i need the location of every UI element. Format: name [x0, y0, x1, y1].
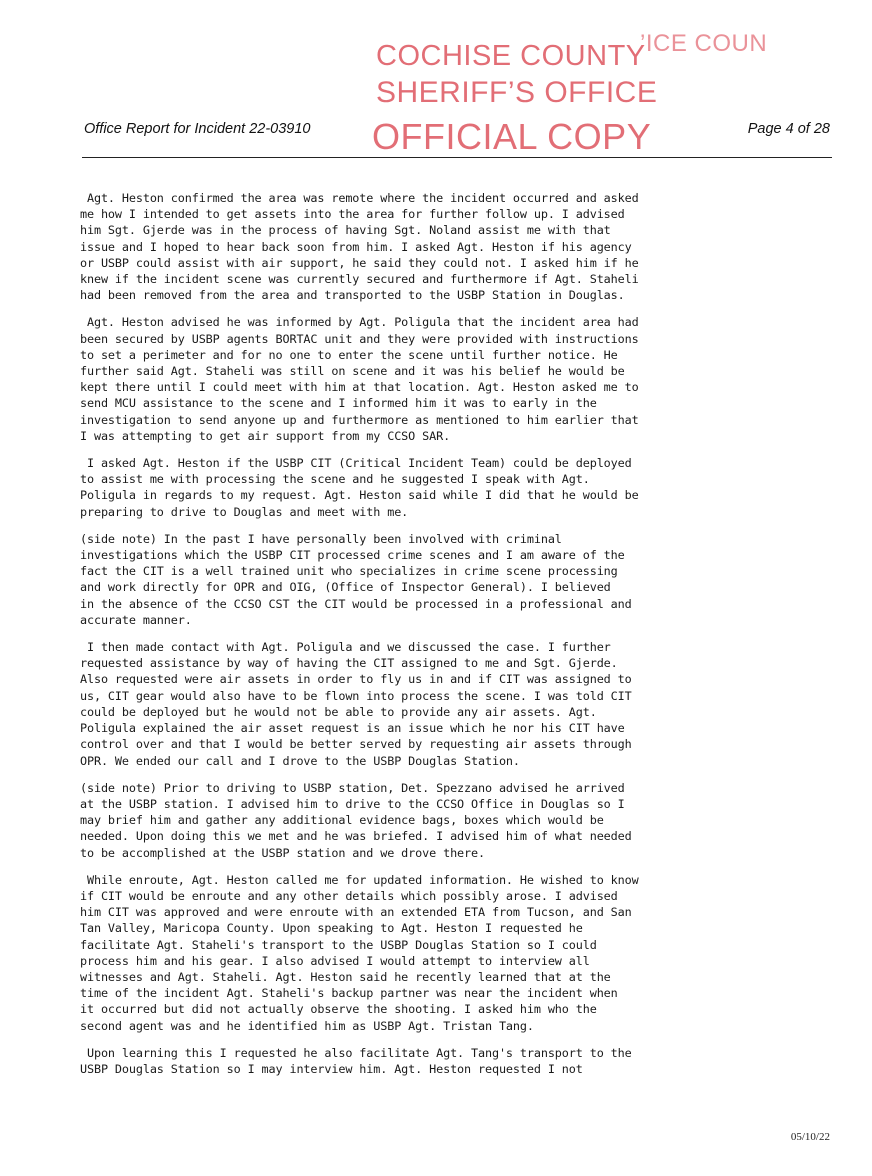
page-number: Page 4 of 28	[747, 121, 830, 137]
report-title: Office Report for Incident 22-03910	[84, 121, 311, 137]
paragraph: I asked Agt. Heston if the USBP CIT (Critical Incident Team) could be deployed to assist me with processing the scene and he suggested I speak with Agt. Poligula in regards to my request. Agt. Heston said while I did that he would be preparing to drive to Douglas and meet with me.	[80, 456, 639, 519]
paragraph: Upon learning this I requested he also facilitate Agt. Tang's transport to the USBP Douglas Station so I may interview him. Agt. Heston requested I not	[80, 1045, 632, 1076]
paragraph: (side note) Prior to driving to USBP station, Det. Spezzano advised he arrived at the USBP station. I advised him to drive to the CCSO Office in Douglas so I may brief him and gather any additional evidence bags, boxes which would be needed. Upon doing this we met and he was briefed. I advised him of what needed to be accomplished at the USBP station and we drove there.	[80, 780, 632, 860]
paragraph: Agt. Heston advised he was informed by Agt. Poligula that the incident area had been secured by USBP agents BORTAC unit and they were provided with instructions to set a perimeter and for no one to enter the scene until further notice. He further said Agt. Staheli was still on scene and it was his belief he would be kept there until I could meet with him at that location. Agt. Heston asked me to send MCU assistance to the scene and I informed him it was to early in the investigation to send anyone up and furthermore as mentioned to him earlier that I was attempting to get air support from my CCSO SAR.	[80, 315, 639, 443]
paragraph: While enroute, Agt. Heston called me for updated information. He wished to know if CIT would be enroute and any other details which possibly arose. I advised him CIT was approved and were enroute with an extended ETA from Tucson, and San Tan Valley, Maricopa County. Upon speaking to Agt. Heston I requested he facilitate Agt. Staheli's transport to the USBP Douglas Station so I could process him and his gear. I also advised I would attempt to interview all witnesses and Agt. Staheli. Agt. Heston said he recently learned that at the time of the incident Agt. Staheli's backup partner was near the incident when it occurred but did not actually observe the shooting. I asked him who the second agent was and he identified him as USBP Agt. Tristan Tang.	[80, 872, 639, 1033]
header-divider	[82, 157, 832, 158]
report-body	[80, 190, 760, 1088]
paragraph: Agt. Heston confirmed the area was remote where the incident occurred and asked me how I intended to get assets into the area for further follow up. I advised him Sgt. Gjerde was in the process of having Sgt. Noland assist me with that issue and I hoped to hear back soon from him. I asked Agt. Heston if his agency or USBP could assist with air support, he said they could not. I asked him if he knew if the incident scene was currently secured and furthermore if Agt. Staheli had been removed from the area and transported to the USBP Station in Douglas.	[80, 191, 639, 303]
stamp-line-official-copy: OFFICIAL COPY	[372, 116, 652, 157]
paragraph: I then made contact with Agt. Poligula and we discussed the case. I further requested assistance by way of having the CIT assigned to me and Sgt. Gjerde. Also requested were air assets in order to fly us in and if CIT was assigned to us, CIT gear would also have to be flown into process the scene. I was told CIT could be deployed but he would not be able to provide any air assets. Agt. Poligula explained the air asset request is an issue which he nor his CIT have control over and that I would be better served by requesting air assets through OPR. We ended our call and I drove to the USBP Douglas Station.	[80, 640, 632, 768]
paragraph: (side note) In the past I have personally been involved with criminal investigations which the USBP CIT processed crime scenes and I am aware of the fact the CIT is a well trained unit who specializes in crime scene processing and work directly for OPR and OIG, (Office of Inspector General). I believed in the absence of the CCSO CST the CIT would be processed in a professional and accurate manner.	[80, 531, 632, 627]
stamp-line-overlap: ’ICE COUN	[640, 30, 768, 57]
stamp-line-county: COCHISE COUNTY	[376, 40, 646, 72]
footer-date: 05/10/22	[790, 1131, 830, 1143]
stamp-line-sheriff: SHERIFF’S OFFICE	[376, 76, 658, 109]
